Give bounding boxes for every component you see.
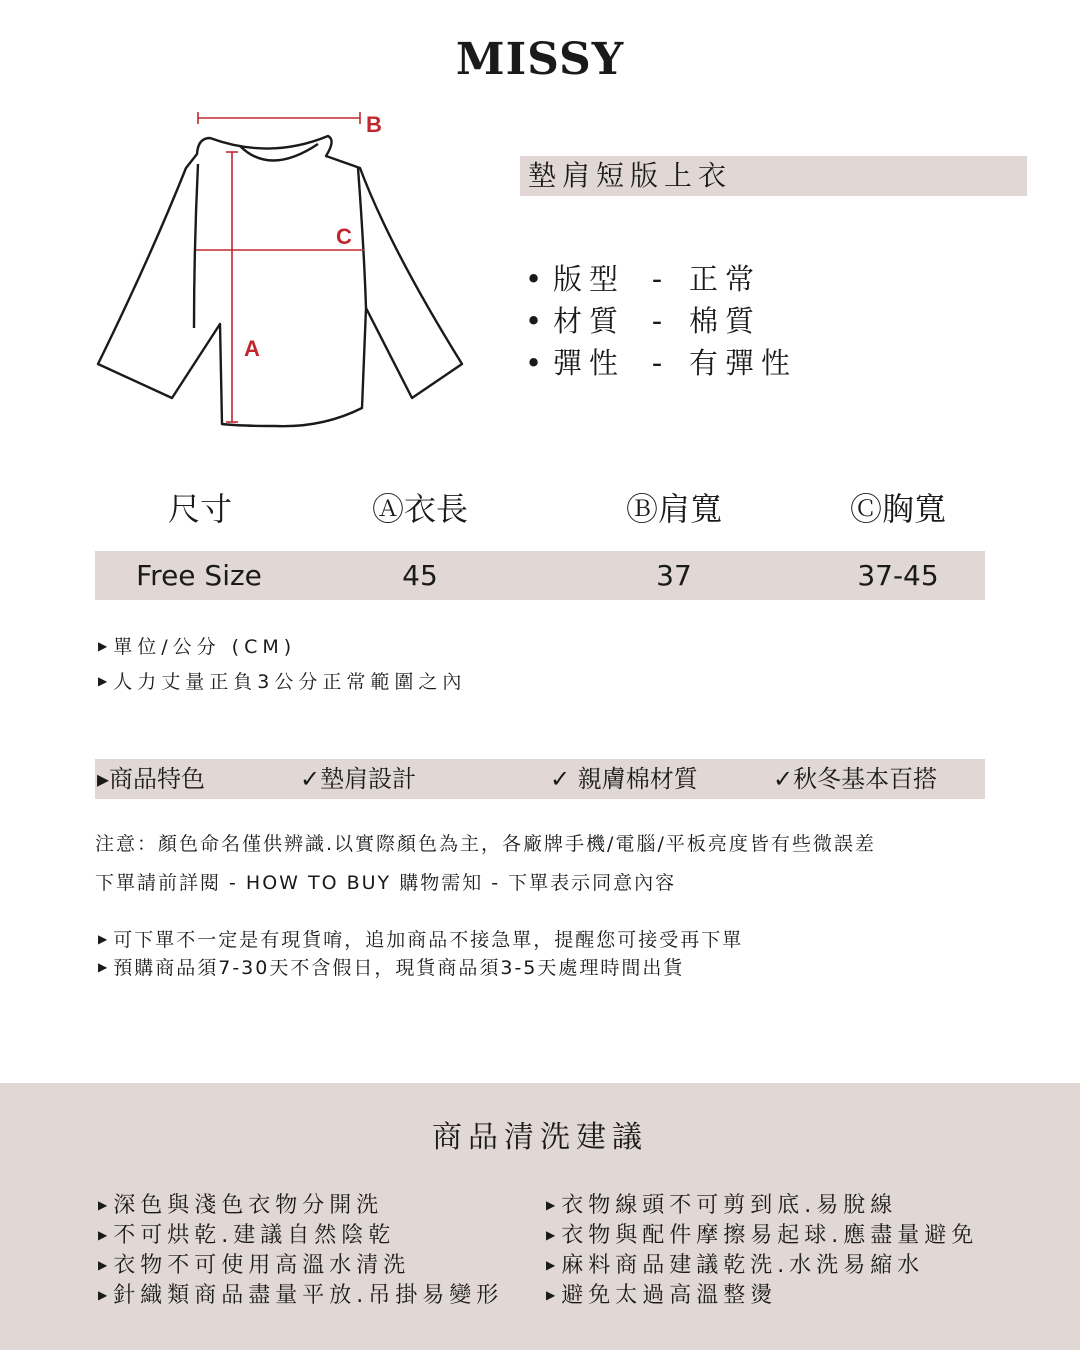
triangle-icon: ▶ <box>98 674 108 688</box>
spec-row-fit: • 版型 - 正常 <box>525 262 762 296</box>
cell-shoulder: 37 <box>656 559 692 592</box>
spec-row-material: • 材質 - 棉質 <box>525 304 762 338</box>
triangle-icon: ▶ <box>98 639 108 653</box>
triangle-icon: ▶ <box>98 1228 108 1242</box>
triangle-icon: ▶ <box>98 960 108 974</box>
label-a: A <box>244 336 260 361</box>
garment-armhole-left <box>194 164 198 328</box>
how-to-buy-note: 下單請前詳閱 - HOW TO BUY 購物需知 - 下單表示同意內容 <box>95 872 677 894</box>
list-item: ▶ 衣物不可使用高溫水清洗 <box>98 1250 503 1280</box>
wash-list-right <box>546 1190 978 1310</box>
cell-chest: 37-45 <box>857 559 939 592</box>
color-warning: 注意：顏色命名僅供辨識.以實際顏色為主，各廠牌手機/電腦/平板亮度皆有些微誤差 <box>95 833 876 855</box>
header-size: 尺寸 <box>167 490 233 528</box>
triangle-icon: ▶ <box>98 1258 108 1272</box>
order-note-stock: ▶ 可下單不一定是有現貨唷，追加商品不接急單，提醒您可接受再下單 <box>98 929 744 951</box>
wash-list-left <box>98 1190 503 1310</box>
list-item: ▶ 麻料商品建議乾洗.水洗易縮水 <box>546 1250 978 1280</box>
size-table-row <box>95 551 985 600</box>
feature-shoulder-pad: ✓墊肩設計 <box>300 765 417 793</box>
triangle-icon: ▶ <box>546 1228 556 1242</box>
note-unit: ▶ 單位/公分 (CM) <box>98 636 297 658</box>
garment-outline <box>98 136 462 426</box>
header-shoulder: Ⓑ肩寬 <box>625 490 723 528</box>
feature-title: ▸商品特色 <box>97 765 206 793</box>
spec-list <box>525 258 797 384</box>
brand-logo: MISSY <box>455 34 625 85</box>
feature-cotton: ✓ 親膚棉材質 <box>550 765 698 793</box>
list-item: ▶ 衣物線頭不可剪到底.易脫線 <box>546 1190 978 1220</box>
list-item: ▶ 深色與淺色衣物分開洗 <box>98 1190 503 1220</box>
feature-bar <box>95 759 985 799</box>
header-length: Ⓐ衣長 <box>371 490 469 528</box>
label-b: B <box>366 112 382 137</box>
triangle-icon: ▶ <box>546 1198 556 1212</box>
cell-size: Free Size <box>136 559 262 592</box>
triangle-icon: ▶ <box>98 1288 108 1302</box>
wash-title: 商品清洗建議 <box>432 1120 648 1155</box>
spec-row-elasticity: • 彈性 - 有彈性 <box>525 346 798 380</box>
header-chest: Ⓒ胸寬 <box>849 490 947 528</box>
garment-diagram <box>90 108 470 438</box>
triangle-icon: ▶ <box>98 1198 108 1212</box>
triangle-icon: ▶ <box>546 1258 556 1272</box>
list-item: ▶ 衣物與配件摩擦易起球.應盡量避免 <box>546 1220 978 1250</box>
garment-neckline <box>240 144 318 161</box>
label-c: C <box>336 224 352 249</box>
product-name: 墊肩短版上衣 <box>520 156 1027 196</box>
order-note-preorder: ▶ 預購商品須7-30天不含假日，現貨商品須3-5天處理時間出貨 <box>98 957 685 979</box>
list-item: ▶ 針織類商品盡量平放.吊掛易變形 <box>98 1280 503 1310</box>
triangle-icon: ▶ <box>546 1288 556 1302</box>
list-item: ▶ 避免太過高溫整燙 <box>546 1280 978 1310</box>
cell-length: 45 <box>402 559 438 592</box>
size-table-header <box>0 484 1080 534</box>
note-tolerance: ▶ 人力丈量正負3公分正常範圍之內 <box>98 671 467 693</box>
garment-armhole-right <box>358 168 366 308</box>
feature-versatile: ✓秋冬基本百搭 <box>773 765 938 793</box>
triangle-icon: ▶ <box>98 932 108 946</box>
list-item: ▶ 不可烘乾.建議自然陰乾 <box>98 1220 503 1250</box>
